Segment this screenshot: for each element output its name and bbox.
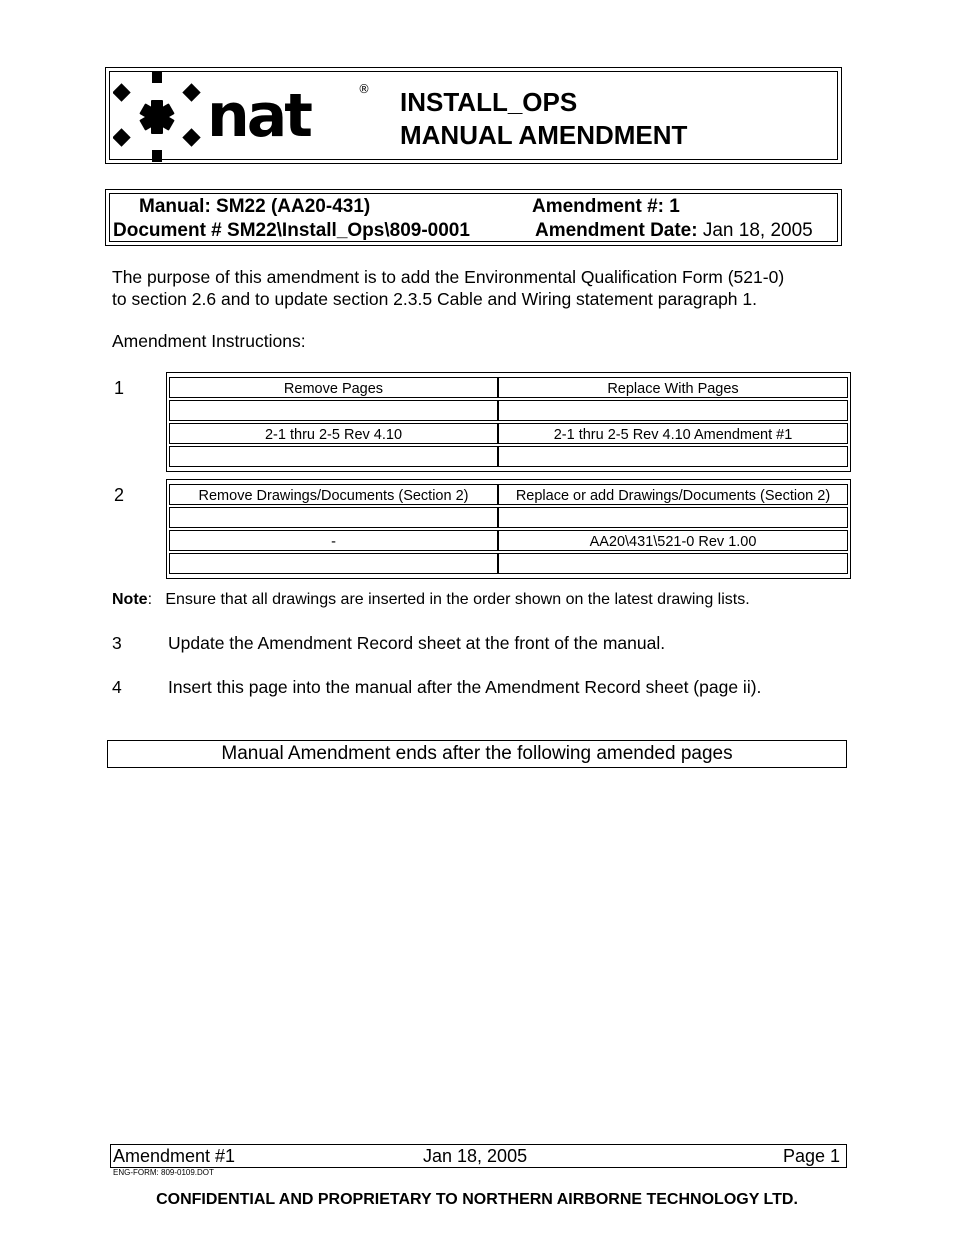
- instructions-heading: Amendment Instructions:: [112, 331, 306, 351]
- table-cell: [169, 400, 498, 421]
- asterisk-icon: [113, 72, 201, 162]
- step-number-1: 1: [114, 378, 125, 398]
- amendment-number: Amendment #: 1: [532, 196, 680, 217]
- table-cell: [498, 553, 848, 574]
- table-cell: [498, 507, 848, 528]
- table-row: [169, 446, 848, 467]
- table-row: [169, 400, 848, 421]
- title-line-1: INSTALL_OPS: [400, 87, 578, 117]
- registered-mark: ®: [358, 82, 370, 96]
- table-cell: [169, 507, 498, 528]
- step-text-3: Update the Amendment Record sheet at the front of the manual.: [168, 633, 666, 653]
- title-line-2: MANUAL AMENDMENT: [400, 120, 688, 150]
- purpose-line-1: The purpose of this amendment is to add the Environmental Qualification Form (521-0): [112, 267, 785, 287]
- footer-amendment: Amendment #1: [113, 1146, 236, 1166]
- footer-date: Jan 18, 2005: [423, 1146, 528, 1166]
- column-header: Remove Drawings/Documents (Section 2): [169, 484, 498, 505]
- table-row: [169, 423, 848, 444]
- table-cell: AA20\431\521-0 Rev 1.00: [498, 530, 848, 551]
- amendment-date-label: Amendment Date:: [535, 220, 698, 241]
- step-number-3: 3: [112, 633, 122, 653]
- manual-label: Manual: SM22 (AA20-431): [139, 196, 371, 217]
- column-header: Replace With Pages: [498, 377, 848, 398]
- table-cell: [498, 400, 848, 421]
- table-cell: -: [169, 530, 498, 551]
- remove-drawings-table: [166, 479, 851, 579]
- step-text-4: Insert this page into the manual after the Amendment Record sheet (page ii).: [168, 677, 762, 697]
- note-label: Note: [112, 591, 148, 608]
- confidential-notice: CONFIDENTIAL AND PROPRIETARY TO NORTHERN AIRBORNE TECHNOLOGY LTD.: [156, 1191, 798, 1208]
- table-row: [169, 507, 848, 528]
- step-number-4: 4: [112, 677, 122, 697]
- column-header: Replace or add Drawings/Documents (Section 2): [498, 484, 848, 505]
- amendment-ends-notice: Manual Amendment ends after the following amended pages: [107, 740, 847, 768]
- table-header-row: [169, 484, 848, 505]
- table-cell: [498, 446, 848, 467]
- table-row: [169, 530, 848, 551]
- table-cell: 2-1 thru 2-5 Rev 4.10: [169, 423, 498, 444]
- table-row: [169, 553, 848, 574]
- brand-wordmark: nat: [207, 81, 310, 151]
- purpose-line-2: to section 2.6 and to update section 2.3.5 Cable and Wiring statement paragraph 1.: [112, 289, 757, 309]
- nat-logo: [113, 70, 373, 164]
- document-number: Document # SM22\Install_Ops\809-0001: [113, 220, 470, 241]
- remove-pages-grid: [169, 375, 848, 469]
- table-cell: 2-1 thru 2-5 Rev 4.10 Amendment #1: [498, 423, 848, 444]
- manual-info-box: [105, 189, 842, 246]
- purpose-paragraph: [112, 266, 784, 310]
- remove-drawings-grid: [169, 482, 848, 576]
- note-text: Ensure that all drawings are inserted in the order shown on the latest drawing lists.: [165, 591, 750, 608]
- note: Note: Ensure that all drawings are inserted in the order shown on the latest drawing lists.: [112, 591, 750, 608]
- footer-page-number: Page 1: [782, 1146, 840, 1166]
- footer-box: [110, 1144, 847, 1168]
- column-header: Remove Pages: [169, 377, 498, 398]
- page-title: [400, 86, 687, 152]
- amendment-date: [535, 220, 813, 242]
- form-id: ENG-FORM: 809-0109.DOT: [113, 1168, 214, 1177]
- table-header-row: [169, 377, 848, 398]
- remove-pages-table: [166, 372, 851, 472]
- table-cell: [169, 553, 498, 574]
- step-number-2: 2: [114, 485, 125, 505]
- amendment-date-value: Jan 18, 2005: [702, 220, 813, 241]
- table-cell: [169, 446, 498, 467]
